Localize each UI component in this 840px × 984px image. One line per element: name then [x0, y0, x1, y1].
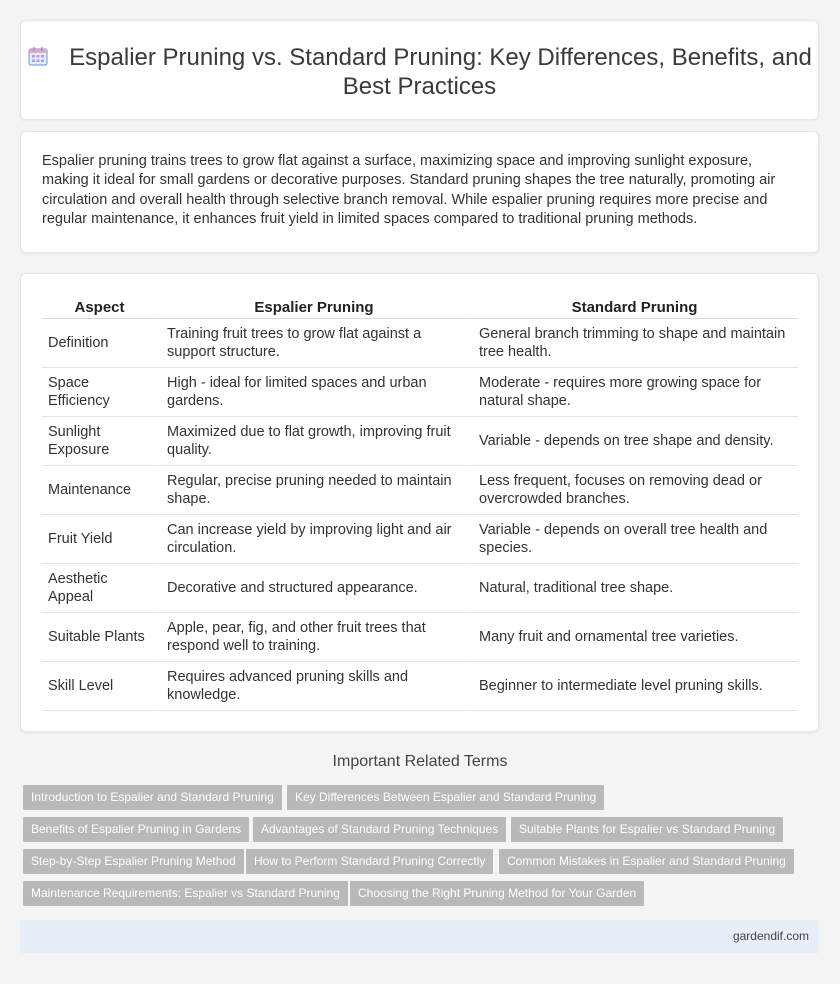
- related-tag[interactable]: Key Differences Between Espalier and Standard Pruning: [287, 785, 604, 810]
- cell-standard: Many fruit and ornamental tree varieties.: [469, 613, 798, 662]
- cell-espalier: Requires advanced pruning skills and knowledge.: [157, 662, 469, 711]
- related-tag[interactable]: Suitable Plants for Espalier vs Standard Pruning: [511, 817, 783, 842]
- cell-standard: Beginner to intermediate level pruning skills.: [469, 662, 798, 711]
- table-row: [42, 319, 798, 368]
- table-row: [42, 613, 798, 662]
- table-row: [42, 564, 798, 613]
- footer-site-link[interactable]: gardendif.com: [732, 929, 809, 943]
- related-tag[interactable]: Maintenance Requirements: Espalier vs Standard Pruning: [23, 881, 348, 906]
- cell-aspect: Skill Level: [42, 662, 157, 711]
- table-row: [42, 662, 798, 711]
- cell-standard: General branch trimming to shape and maintain tree health.: [469, 319, 798, 368]
- related-tag[interactable]: Choosing the Right Pruning Method for Your Garden: [350, 881, 644, 906]
- cell-espalier: High - ideal for limited spaces and urban gardens.: [157, 368, 469, 417]
- cell-espalier: Training fruit trees to grow flat against a support structure.: [157, 319, 469, 368]
- page-title: Espalier Pruning vs. Standard Pruning: Key Differences, Benefits, and Best Practices: [69, 44, 812, 100]
- related-tag[interactable]: Common Mistakes in Espalier and Standard Pruning: [499, 849, 794, 874]
- intro-paragraph: Espalier pruning trains trees to grow flat against a surface, maximizing space and improving sunlight exposure, making it ideal for small gardens or decorative purposes. Standard pruning shapes the tree naturally, promoting air circulation and overall health through selective branch removal. While espalier pruning requires more precise and regular maintenance, it enhances fruit yield in limited spaces compared to traditional pruning methods.: [42, 153, 776, 227]
- table-header-row: [42, 297, 798, 319]
- header-espalier: Espalier Pruning: [157, 297, 469, 319]
- cell-espalier: Apple, pear, fig, and other fruit trees that respond well to training.: [157, 613, 469, 662]
- cell-standard: Less frequent, focuses on removing dead or overcrowded branches.: [469, 466, 798, 515]
- cell-espalier: Maximized due to flat growth, improving fruit quality.: [157, 417, 469, 466]
- header-card: [20, 20, 819, 120]
- footer-bar: [20, 920, 819, 953]
- calendar-icon: [27, 45, 49, 67]
- cell-aspect: Maintenance: [42, 466, 157, 515]
- table-row: [42, 368, 798, 417]
- cell-espalier: Regular, precise pruning needed to maintain shape.: [157, 466, 469, 515]
- intro-card: [20, 131, 819, 253]
- cell-standard: Natural, traditional tree shape.: [469, 564, 798, 613]
- related-tag[interactable]: How to Perform Standard Pruning Correctly: [246, 849, 493, 874]
- cell-aspect: Space Efficiency: [42, 368, 157, 417]
- cell-aspect: Fruit Yield: [42, 515, 157, 564]
- cell-standard: Variable - depends on tree shape and density.: [469, 417, 798, 466]
- related-tag[interactable]: Introduction to Espalier and Standard Pruning: [23, 785, 282, 810]
- cell-espalier: Decorative and structured appearance.: [157, 564, 469, 613]
- page-title-wrap: [21, 43, 818, 101]
- cell-aspect: Sunlight Exposure: [42, 417, 157, 466]
- table-row: [42, 417, 798, 466]
- comparison-table: [42, 297, 798, 711]
- related-tag[interactable]: Step-by-Step Espalier Pruning Method: [23, 849, 244, 874]
- cell-aspect: Aesthetic Appeal: [42, 564, 157, 613]
- related-terms-title: Important Related Terms: [332, 753, 508, 770]
- header-aspect: Aspect: [42, 297, 157, 319]
- related-tag[interactable]: Benefits of Espalier Pruning in Gardens: [23, 817, 249, 842]
- table-row: [42, 515, 798, 564]
- cell-aspect: Suitable Plants: [42, 613, 157, 662]
- header-standard: Standard Pruning: [469, 297, 798, 319]
- comparison-table-card: [20, 273, 819, 732]
- cell-espalier: Can increase yield by improving light and air circulation.: [157, 515, 469, 564]
- related-tag[interactable]: Advantages of Standard Pruning Techniques: [253, 817, 506, 842]
- cell-aspect: Definition: [42, 319, 157, 368]
- table-row: [42, 466, 798, 515]
- cell-standard: Moderate - requires more growing space for natural shape.: [469, 368, 798, 417]
- cell-standard: Variable - depends on overall tree health and species.: [469, 515, 798, 564]
